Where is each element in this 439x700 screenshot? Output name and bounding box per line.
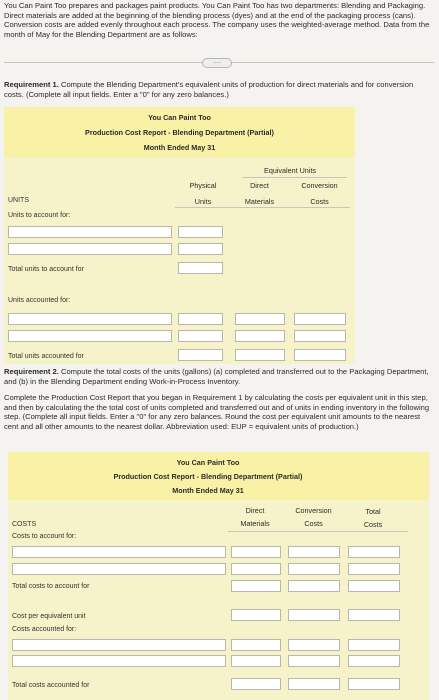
- units-accounted-row2-dm[interactable]: [235, 330, 285, 342]
- req1-body: Compute the Blending Department's equivalent units of production for direct materials and for conversion costs. (Complete all input fields. Enter a "0" for any zero balances.): [4, 80, 414, 99]
- costs-row1-name[interactable]: [12, 546, 226, 558]
- equiv-units-rule: [242, 177, 347, 178]
- units-accounted-row1-dm[interactable]: [235, 313, 285, 325]
- units-accounted-row2-name[interactable]: [8, 330, 172, 342]
- total-units-accounted-label: Total units accounted for: [8, 353, 84, 360]
- units-accounted-row1-cc[interactable]: [294, 313, 346, 325]
- req1-text: [4, 80, 432, 99]
- total-costs-accounted-label: Total costs accounted for: [12, 682, 90, 689]
- units-accounted-row1-name[interactable]: [8, 313, 172, 325]
- total-costs-to-account-cc[interactable]: [288, 580, 340, 592]
- r2-col-total-2: Costs: [363, 520, 383, 529]
- total-costs-accounted-total[interactable]: [348, 678, 400, 690]
- costs-row1-total[interactable]: [348, 546, 400, 558]
- units-account-row1-physical[interactable]: [178, 226, 223, 238]
- r2-col-conversion-1: Conversion: [295, 506, 332, 515]
- col-direct-2: Materials: [244, 197, 275, 206]
- total-units-accounted-cc[interactable]: [294, 349, 346, 361]
- col-physical-2: Units: [194, 197, 212, 206]
- costs-row2-cc[interactable]: [288, 563, 340, 575]
- costs-accounted-label: Costs accounted for:: [12, 626, 77, 633]
- total-costs-accounted-dm[interactable]: [231, 678, 281, 690]
- cost-per-eu-total[interactable]: [348, 609, 400, 621]
- costs-to-account-label: Costs to account for:: [12, 533, 77, 540]
- col-physical-1: Physical: [189, 181, 217, 190]
- total-units-to-account-label: Total units to account for: [8, 266, 84, 273]
- total-units-to-account-input[interactable]: [178, 262, 223, 274]
- units-to-account-label: Units to account for:: [8, 212, 71, 219]
- req2-body: Compute the total costs of the units (gallons) (a) completed and transferred out to the Packaging Department, and (b) in the Blending Department ending Work-in-Process Inventory.: [4, 367, 429, 386]
- costs-accounted-row2-cc[interactable]: [288, 655, 340, 667]
- req2-label: Requirement 2.: [4, 367, 59, 376]
- report1-period: Month Ended May 31: [143, 143, 216, 152]
- req2-instructions: Complete the Production Cost Report that you began in Requirement 1 by calculating the costs per equivalent unit in this step, and then by calculating the the total cost of units completed and transferred out and of units in ending inventory in the following step. (Complete all input fields. Enter a "0" for any zero balances. Round the cost per equivalent unit amounts to the nearest cent and all other amounts to the nearest dollar. Abbreviation used: EUP = equivalent units of production.): [4, 393, 430, 431]
- report1-header-rule: [175, 207, 350, 208]
- costs-label: COSTS: [12, 521, 37, 528]
- costs-accounted-row1-cc[interactable]: [288, 639, 340, 651]
- r2-col-total-1: Total: [365, 507, 381, 516]
- units-account-row1-name[interactable]: [8, 226, 172, 238]
- intro-text: You Can Paint Too prepares and packages paint products. You Can Paint Too has two departments: Blending and Packaging. Direct materials are added at the beginning of the blending process (dyes) and at the end of the packaging process (cans). Conversion costs are added evenly throughout each process. The company uses the weighted-average method. Data from the month of May for the Blending Department are as follows:: [4, 1, 430, 39]
- units-accounted-label: Units accounted for:: [8, 297, 71, 304]
- total-costs-to-account-label: Total costs to account for: [12, 583, 90, 590]
- report1-title: Production Cost Report - Blending Department (Partial): [85, 128, 274, 137]
- total-units-accounted-physical[interactable]: [178, 349, 223, 361]
- units-account-row2-name[interactable]: [8, 243, 172, 255]
- cost-per-eu-label: Cost per equivalent unit: [12, 613, 86, 620]
- costs-accounted-row1-total[interactable]: [348, 639, 400, 651]
- units-accounted-row2-physical[interactable]: [178, 330, 223, 342]
- report2-title: Production Cost Report - Blending Department (Partial): [113, 472, 303, 481]
- costs-accounted-row1-dm[interactable]: [231, 639, 281, 651]
- cost-per-eu-cc[interactable]: [288, 609, 340, 621]
- units-account-row2-physical[interactable]: [178, 243, 223, 255]
- r2-col-conversion-2: Costs: [304, 519, 323, 528]
- cost-per-eu-dm[interactable]: [231, 609, 281, 621]
- expand-toggle[interactable]: .....: [202, 58, 232, 68]
- col-conversion-1: Conversion: [301, 181, 338, 190]
- report2-period: Month Ended May 31: [172, 486, 244, 495]
- col-direct-1: Direct: [250, 181, 269, 190]
- costs-accounted-row2-dm[interactable]: [231, 655, 281, 667]
- units-accounted-row1-physical[interactable]: [178, 313, 223, 325]
- costs-row2-dm[interactable]: [231, 563, 281, 575]
- report1-company: You Can Paint Too: [148, 113, 211, 122]
- units-accounted-row2-cc[interactable]: [294, 330, 346, 342]
- report2-company: You Can Paint Too: [176, 458, 240, 467]
- costs-accounted-row2-total[interactable]: [348, 655, 400, 667]
- costs-row2-name[interactable]: [12, 563, 226, 575]
- units-label: UNITS: [8, 197, 29, 204]
- costs-row1-cc[interactable]: [288, 546, 340, 558]
- r2-col-direct-1: Direct: [245, 506, 265, 515]
- req2-text: [4, 367, 432, 386]
- costs-accounted-row1-name[interactable]: [12, 639, 226, 651]
- costs-accounted-row2-name[interactable]: [12, 655, 226, 667]
- r2-col-direct-2: Materials: [240, 519, 270, 528]
- costs-row2-total[interactable]: [348, 563, 400, 575]
- total-costs-to-account-total[interactable]: [348, 580, 400, 592]
- costs-row1-dm[interactable]: [231, 546, 281, 558]
- req1-label: Requirement 1.: [4, 80, 59, 89]
- total-costs-accounted-cc[interactable]: [288, 678, 340, 690]
- col-conversion-2: Costs: [310, 197, 329, 206]
- report2-header-rule: [228, 531, 408, 532]
- equiv-units-header: Equivalent Units: [264, 166, 316, 175]
- total-costs-to-account-dm[interactable]: [231, 580, 281, 592]
- total-units-accounted-dm[interactable]: [235, 349, 285, 361]
